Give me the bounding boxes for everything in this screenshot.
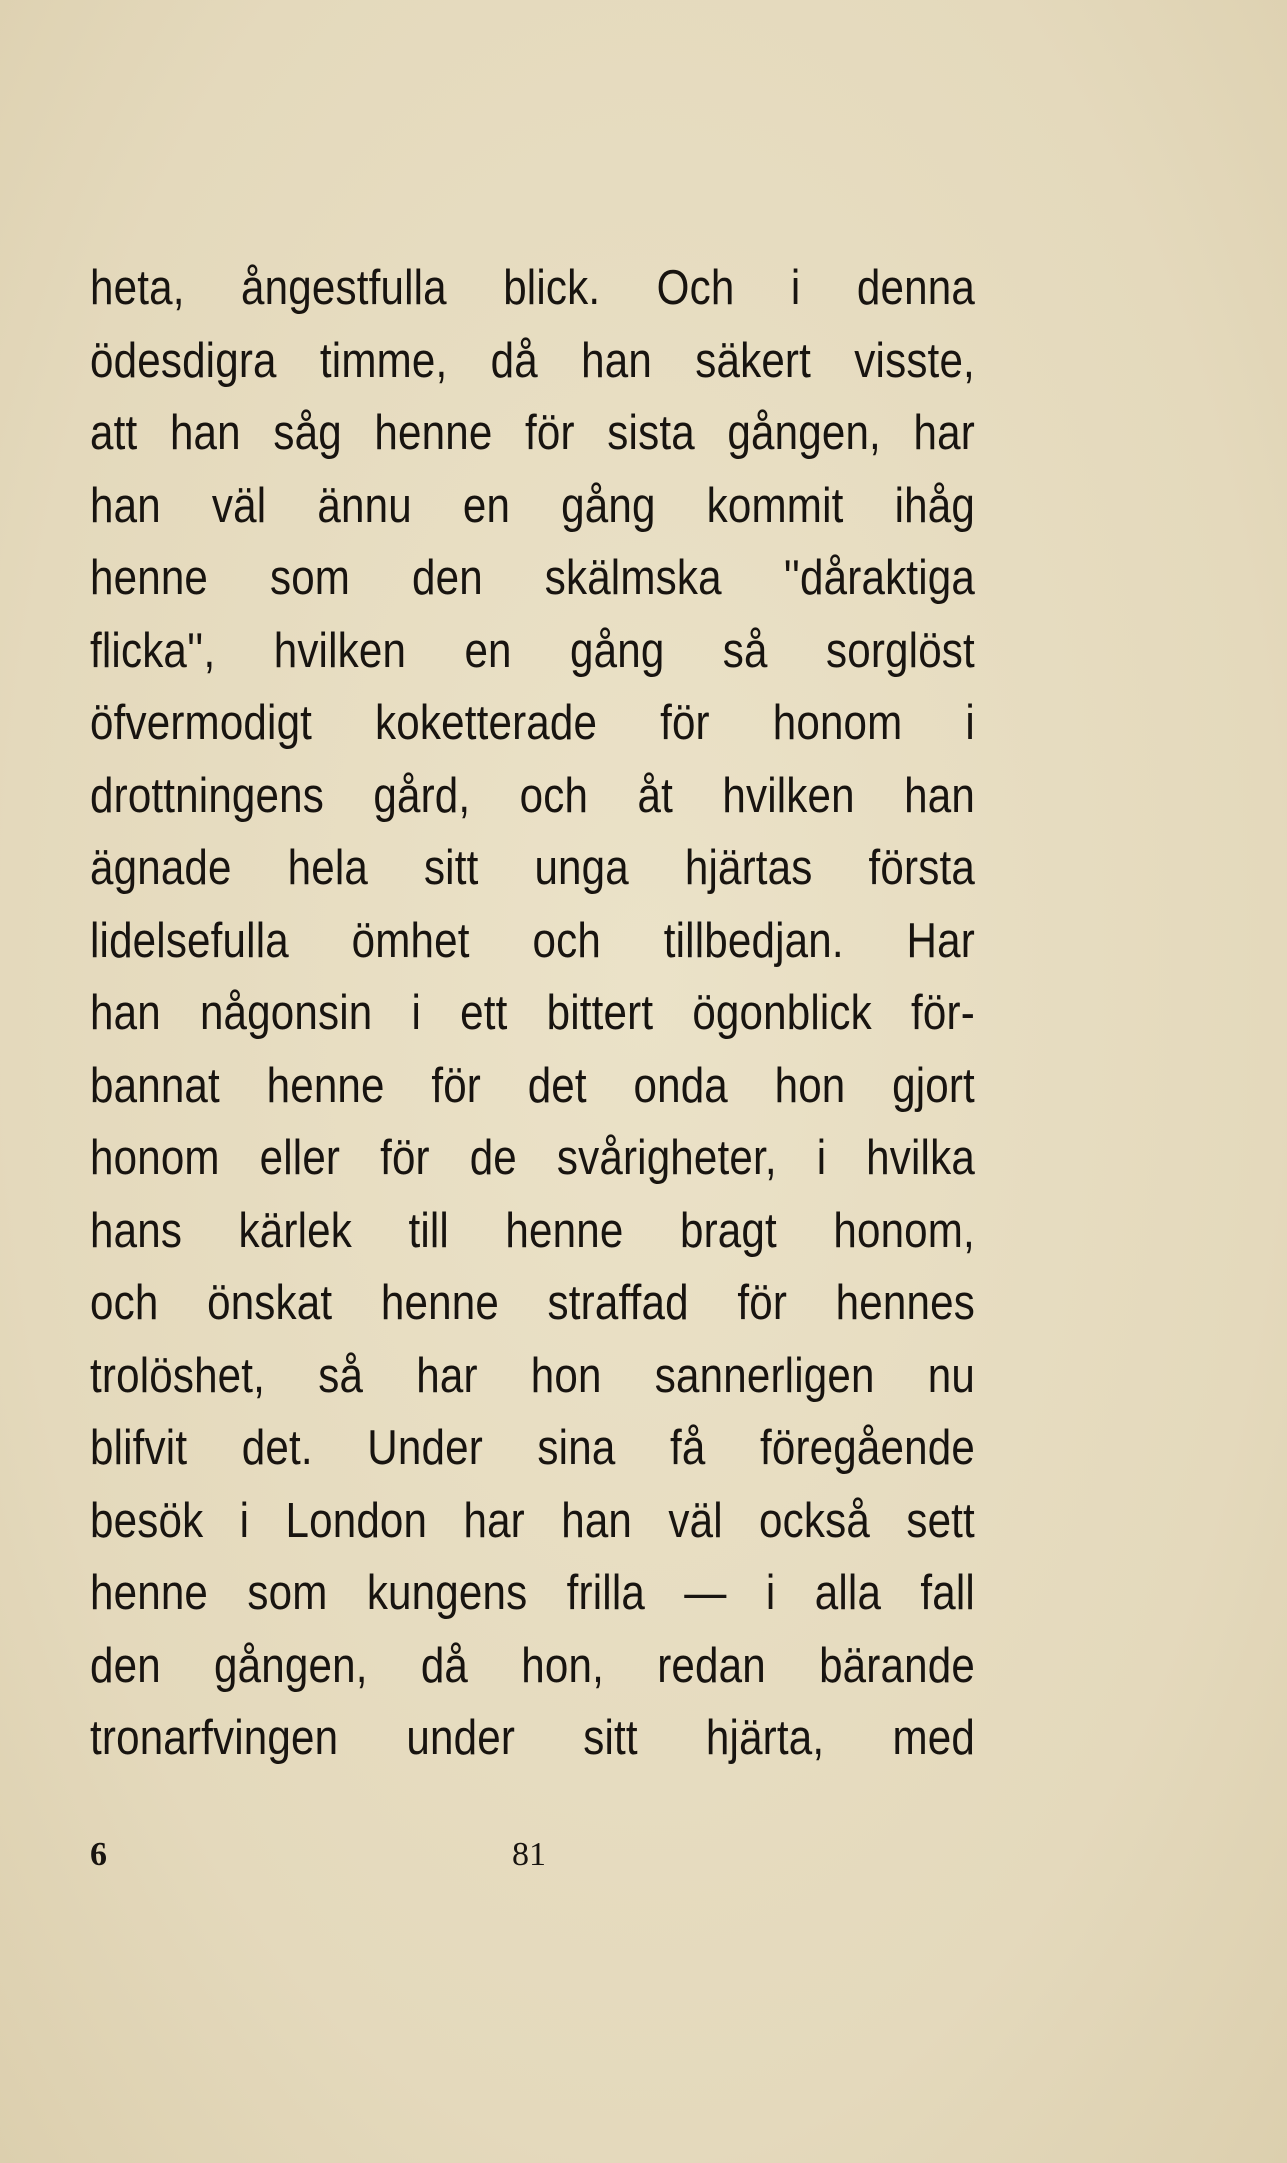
text-line: flicka'', hvilken en gång så sorglöst	[90, 623, 975, 678]
text-line: bannat henne för det onda hon gjort	[90, 1058, 975, 1113]
text-line: henne som den skälmska ''dåraktiga	[90, 551, 975, 605]
text-line: och önskat henne straffad för hennes	[90, 1276, 975, 1330]
text-line: hans kärlek till henne bragt honom,	[90, 1203, 975, 1258]
text-line: han väl ännu en gång kommit ihåg	[90, 478, 975, 533]
text-line: den gången, då hon, redan bärande	[90, 1638, 975, 1693]
text-line: öfvermodigt koketterade för honom i	[90, 696, 975, 750]
text-line: honom eller för de svårigheter, i hvilka	[90, 1131, 975, 1185]
text-line: blifvit det. Under sina få föregående	[90, 1421, 975, 1475]
text-line: ägnade hela sitt unga hjärtas första	[90, 841, 975, 895]
body-text	[90, 252, 975, 1775]
text-line: trolöshet, så har hon sannerligen nu	[90, 1348, 975, 1403]
text-line: besök i London har han väl också sett	[90, 1493, 975, 1548]
text-line: henne som kungens frilla — i alla fall	[90, 1566, 975, 1620]
text-line: heta, ångestfulla blick. Och i denna	[90, 261, 975, 315]
text-line: ödesdigra timme, då han säkert visste,	[90, 333, 975, 388]
page-number: 81	[512, 1836, 546, 1873]
text-line: lidelsefulla ömhet och tillbedjan. Har	[90, 913, 975, 968]
signature-mark: 6	[90, 1836, 107, 1873]
text-line: han någonsin i ett bittert ögonblick för-	[90, 986, 975, 1040]
text-line: att han såg henne för sista gången, har	[90, 406, 975, 460]
text-line: tronarfvingen under sitt hjärta, med	[90, 1711, 975, 1765]
text-line: drottningens gård, och åt hvilken han	[90, 768, 975, 823]
